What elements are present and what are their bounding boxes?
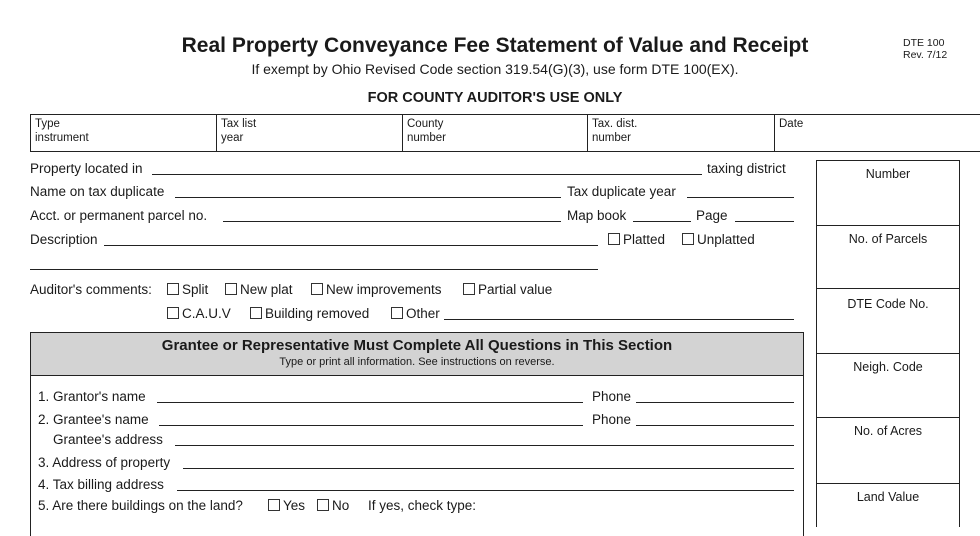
form-number: DTE 100 <box>903 37 945 49</box>
other-label: Other <box>406 306 440 321</box>
split-label: Split <box>182 282 209 297</box>
new-improvements-checkbox[interactable] <box>311 283 323 295</box>
parcel-no-input[interactable] <box>223 221 561 222</box>
grantee-name-input[interactable] <box>159 425 583 426</box>
platted-label: Platted <box>623 232 666 247</box>
cauv-label: C.A.U.V <box>182 306 231 321</box>
tax-district-number-field[interactable] <box>588 115 775 151</box>
field-label: number <box>407 132 446 144</box>
new-plat-checkbox[interactable] <box>225 283 237 295</box>
description-label: Description <box>30 232 98 247</box>
parcels-box-label: No. of Parcels <box>848 232 928 246</box>
land-value-box[interactable] <box>816 483 960 527</box>
new-improvements-label: New improvements <box>326 282 442 297</box>
tax-duplicate-year-input[interactable] <box>687 197 794 198</box>
buildings-no-label: No <box>332 498 350 513</box>
partial-value-option[interactable] <box>463 282 552 297</box>
grantor-phone-label: Phone <box>592 389 632 404</box>
split-option[interactable] <box>167 282 208 297</box>
buildings-yes-label: Yes <box>283 498 306 513</box>
county-number-field[interactable] <box>403 115 588 151</box>
auditor-comments-label: Auditor's comments: <box>30 282 152 297</box>
cauv-checkbox[interactable] <box>167 307 179 319</box>
name-on-duplicate-label: Name on tax duplicate <box>30 184 165 199</box>
field-label: County <box>407 118 444 130</box>
grantee-section-title: Grantee or Representative Must Complete All Questions in This Section <box>161 337 673 354</box>
grantee-name-label: 2. Grantee's name <box>38 412 149 427</box>
property-located-input[interactable] <box>152 174 702 175</box>
property-address-label: 3. Address of property <box>38 455 171 470</box>
page-input[interactable] <box>735 221 794 222</box>
new-plat-option[interactable] <box>225 282 293 297</box>
parcels-box[interactable] <box>816 225 960 288</box>
name-on-duplicate-input[interactable] <box>175 197 561 198</box>
grantee-address-label: Grantee's address <box>53 432 163 447</box>
grantee-section-instructions: Type or print all information. See instructions on reverse. <box>279 356 555 368</box>
taxing-district-label: taxing district <box>707 161 786 176</box>
unplatted-checkbox[interactable] <box>682 233 694 245</box>
form-revision: Rev. 7/12 <box>903 49 948 61</box>
description-input-line2[interactable] <box>30 269 598 270</box>
number-box-label: Number <box>865 167 911 181</box>
buildings-yes-option[interactable] <box>268 498 305 513</box>
split-checkbox[interactable] <box>167 283 179 295</box>
partial-value-label: Partial value <box>478 282 553 297</box>
map-book-label: Map book <box>567 208 627 223</box>
partial-value-checkbox[interactable] <box>463 283 475 295</box>
new-improvements-option[interactable] <box>311 282 442 297</box>
auditor-use-box <box>30 114 980 152</box>
building-removed-checkbox[interactable] <box>250 307 262 319</box>
unplatted-option[interactable] <box>682 232 755 247</box>
platted-option[interactable] <box>608 232 665 247</box>
buildings-yes-checkbox[interactable] <box>268 499 280 511</box>
other-checkbox[interactable] <box>391 307 403 319</box>
grantor-name-input[interactable] <box>157 402 583 403</box>
buildings-no-checkbox[interactable] <box>317 499 329 511</box>
property-located-label: Property located in <box>30 161 143 176</box>
acres-box-label: No. of Acres <box>853 424 923 438</box>
dte-code-box-label: DTE Code No. <box>847 297 929 311</box>
building-removed-option[interactable] <box>250 306 369 321</box>
grantee-address-input[interactable] <box>175 445 794 446</box>
buildings-question-label: 5. Are there buildings on the land? <box>38 498 243 513</box>
property-address-input[interactable] <box>183 468 794 469</box>
type-instrument-field[interactable] <box>31 115 217 151</box>
field-label: Type <box>35 118 60 130</box>
tax-duplicate-year-label: Tax duplicate year <box>567 184 676 199</box>
grantee-phone-label: Phone <box>592 412 632 427</box>
date-field[interactable] <box>775 115 980 151</box>
grantee-phone-input[interactable] <box>636 425 794 426</box>
new-plat-label: New plat <box>240 282 293 297</box>
platted-checkbox[interactable] <box>608 233 620 245</box>
building-type-label: If yes, check type: <box>368 498 477 513</box>
number-box[interactable] <box>816 160 960 225</box>
map-book-input[interactable] <box>633 221 691 222</box>
grantor-phone-input[interactable] <box>636 402 794 403</box>
land-value-box-label: Land Value <box>856 490 920 504</box>
page-label: Page <box>696 208 728 223</box>
field-label: Tax. dist. <box>592 118 638 130</box>
neigh-code-box-label: Neigh. Code <box>853 360 923 374</box>
field-label: number <box>592 132 631 144</box>
parcel-no-label: Acct. or permanent parcel no. <box>30 208 208 223</box>
buildings-no-option[interactable] <box>317 498 349 513</box>
field-label: Tax list <box>221 118 257 130</box>
tax-billing-address-label: 4. Tax billing address <box>38 477 164 492</box>
field-label: instrument <box>35 132 89 144</box>
tax-list-year-field[interactable] <box>217 115 403 151</box>
other-option[interactable] <box>391 306 440 321</box>
unplatted-label: Unplatted <box>697 232 755 247</box>
form-number-block <box>903 37 947 61</box>
form-subtitle: If exempt by Ohio Revised Code section 319.54(G)(3), use form DTE 100(EX). <box>251 61 739 77</box>
cauv-option[interactable] <box>167 306 231 321</box>
description-input[interactable] <box>104 245 598 246</box>
grantee-section-header <box>30 332 804 376</box>
auditor-use-heading: FOR COUNTY AUDITOR'S USE ONLY <box>367 90 623 106</box>
tax-billing-address-input[interactable] <box>177 490 794 491</box>
neigh-code-box[interactable] <box>816 353 960 417</box>
acres-box[interactable] <box>816 417 960 483</box>
field-label: Date <box>779 118 804 130</box>
grantor-name-label: 1. Grantor's name <box>38 389 146 404</box>
dte-code-box[interactable] <box>816 288 960 353</box>
form-title: Real Property Conveyance Fee Statement of Value and Receipt <box>181 34 809 57</box>
building-removed-label: Building removed <box>265 306 370 321</box>
field-label: year <box>221 132 244 144</box>
other-input[interactable] <box>444 319 794 320</box>
